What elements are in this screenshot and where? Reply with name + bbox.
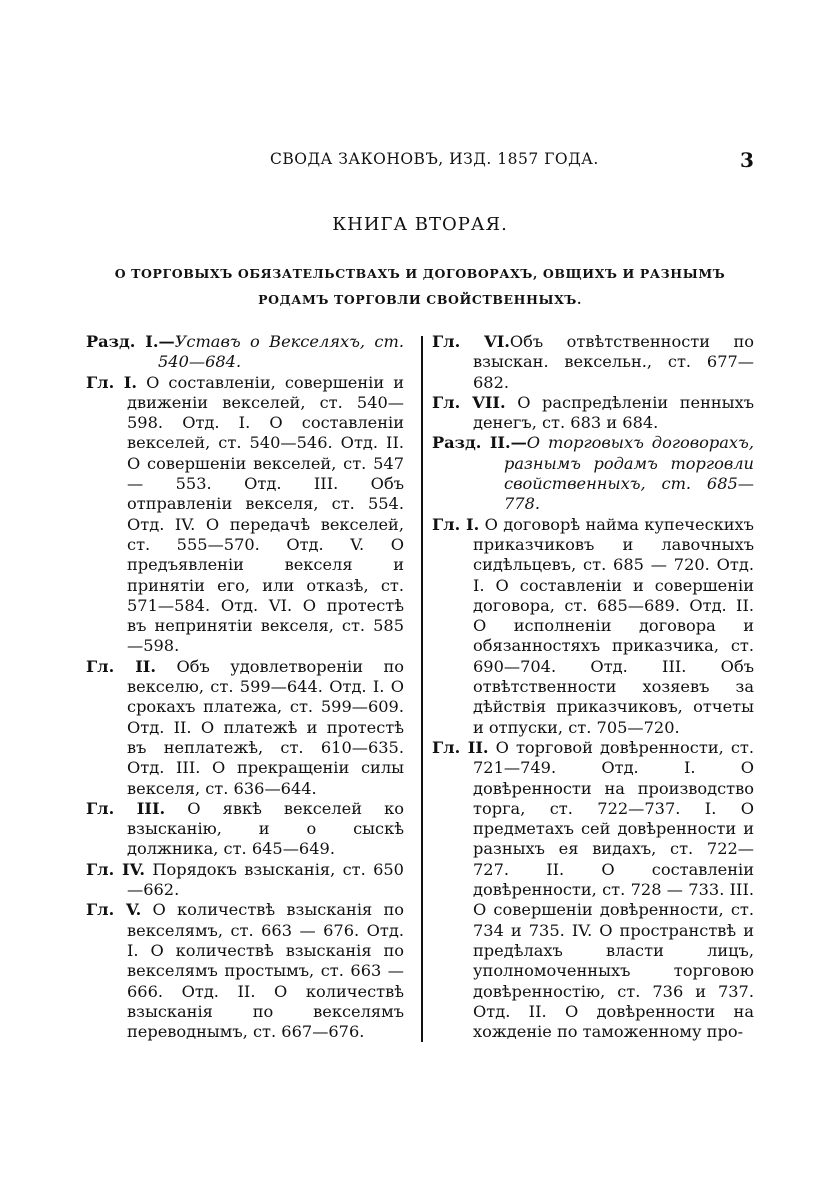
entry-text: О составленіи, совершеніи и движеніи векселей, ст. 540—598. Отд. I. О составленіи векселей, ст. 540—546. Отд. II. О совершеніи векселей, ст. 547 — 553. Отд. III. Объ отправленіи векселя, ст. 554. Отд. IV. О передачѣ векселей, ст. 555—570. Отд. V. О предъявленіи векселя и принятіи его, или отказѣ, ст. 571—584. Отд. VI. О протестѣ въ непринятіи векселя, ст. 585—598. bbox=[127, 372, 404, 656]
toc-chapter-entry bbox=[432, 738, 754, 1042]
book-title: КНИГА ВТОРАЯ. bbox=[332, 214, 508, 235]
book-subtitle: О ТОРГОВЫХЪ ОБЯЗАТЕЛЬСТВАХЪ И ДОГОВОРАХЪ, ОВЩИХЪ И РАЗНЫМЪ РОДАМЪ ТОРГОВЛИ СВОЙСТВЕННЫХЪ. bbox=[114, 266, 726, 307]
toc-chapter-entry bbox=[86, 900, 404, 1042]
entry-label: Гл. II. bbox=[432, 737, 489, 757]
entry-text: О договорѣ найма купеческихъ приказчиковъ и лавочныхъ сидѣльцевъ, ст. 685 — 720. Отд. I. О составленіи и совершеніи договора, ст. 685—689. Отд. II. О исполненіи договора и обязанностяхъ приказчика, ст. 690—704. Отд. III. Объ отвѣтственности хозяевъ за дѣйствія приказчиковъ, отчеты и отпуски, ст. 705—720. bbox=[473, 514, 754, 737]
toc-chapter-entry bbox=[86, 373, 404, 657]
entry-label: Разд. I.— bbox=[86, 332, 175, 351]
toc-chapter-entry bbox=[86, 799, 404, 860]
toc-chapter-entry bbox=[432, 332, 754, 393]
column-divider bbox=[421, 336, 423, 1042]
entry-label: Гл. VI. bbox=[432, 332, 510, 351]
entry-label: Гл. V. bbox=[86, 900, 142, 920]
toc-chapter-entry bbox=[86, 860, 404, 901]
entry-label: Гл. I. bbox=[432, 514, 480, 534]
toc-section-entry bbox=[432, 433, 754, 514]
entry-text: Уставъ о Векселяхъ, ст. 540—684. bbox=[158, 332, 404, 372]
entry-label: Разд. II.— bbox=[432, 433, 527, 453]
entry-text: О торговыхъ договорахъ, разнымъ родамъ торговли свойственныхъ, ст. 685—778. bbox=[504, 433, 754, 514]
entry-label: Гл. I. bbox=[86, 372, 137, 392]
page-number: 3 bbox=[740, 148, 754, 172]
left-column bbox=[86, 332, 404, 1042]
toc-section-entry bbox=[86, 332, 404, 373]
entry-text: Объ отвѣтственности по взыскан. вексельн., ст. 677—682. bbox=[473, 332, 754, 392]
entry-text: О торговой довѣренности, ст. 721—749. Отд. I. О довѣренности на производство торга, ст. 722—737. I. О предметахъ сей довѣренности и разныхъ ея видахъ, ст. 722—727. II. О составленіи довѣренности, ст. 728 — 733. III. О совершеніи довѣренности, ст. 734 и 735. IV. О пространствѣ и предѣлахъ власти лицъ, уполномоченныхъ торговою довѣренностію, ст. 736 и 737. Отд. II. О довѣренности на хожденіе по таможенному про- bbox=[473, 737, 754, 1042]
entry-text: Объ удовлетвореніи по векселю, ст. 599—644. Отд. I. О срокахъ платежа, ст. 599—609. Отд. II. О платежѣ и протестѣ въ неплатежѣ, ст. 610—635. Отд. III. О прекращеніи силы векселя, ст. 636—644. bbox=[127, 656, 404, 798]
entry-text: Порядокъ взысканія, ст. 650—662. bbox=[127, 859, 404, 900]
entry-label: Гл. III. bbox=[86, 798, 166, 818]
entry-text: О количествѣ взысканія по векселямъ, ст. 663 — 676. Отд. I. О количествѣ взысканія по векселямъ простымъ, ст. 663 — 666. Отд. II. О количествѣ взысканія по векселямъ переводнымъ, ст. 667—676. bbox=[127, 900, 404, 1042]
entry-label: Гл. VII. bbox=[432, 392, 506, 412]
running-head: СВОДА ЗАКОНОВЪ, ИЗД. 1857 ГОДА. bbox=[270, 150, 599, 168]
entry-label: Гл. II. bbox=[86, 656, 156, 676]
toc-chapter-entry bbox=[86, 657, 404, 799]
toc-chapter-entry bbox=[432, 393, 754, 434]
right-column bbox=[432, 332, 754, 1042]
toc-chapter-entry bbox=[432, 515, 754, 738]
entry-text: О явкѣ векселей ко взысканію, и о сыскѣ должника, ст. 645—649. bbox=[127, 798, 404, 859]
entry-text: О распредѣленіи пенныхъ денегъ, ст. 683 и 684. bbox=[473, 392, 754, 433]
entry-label: Гл. IV. bbox=[86, 859, 145, 879]
